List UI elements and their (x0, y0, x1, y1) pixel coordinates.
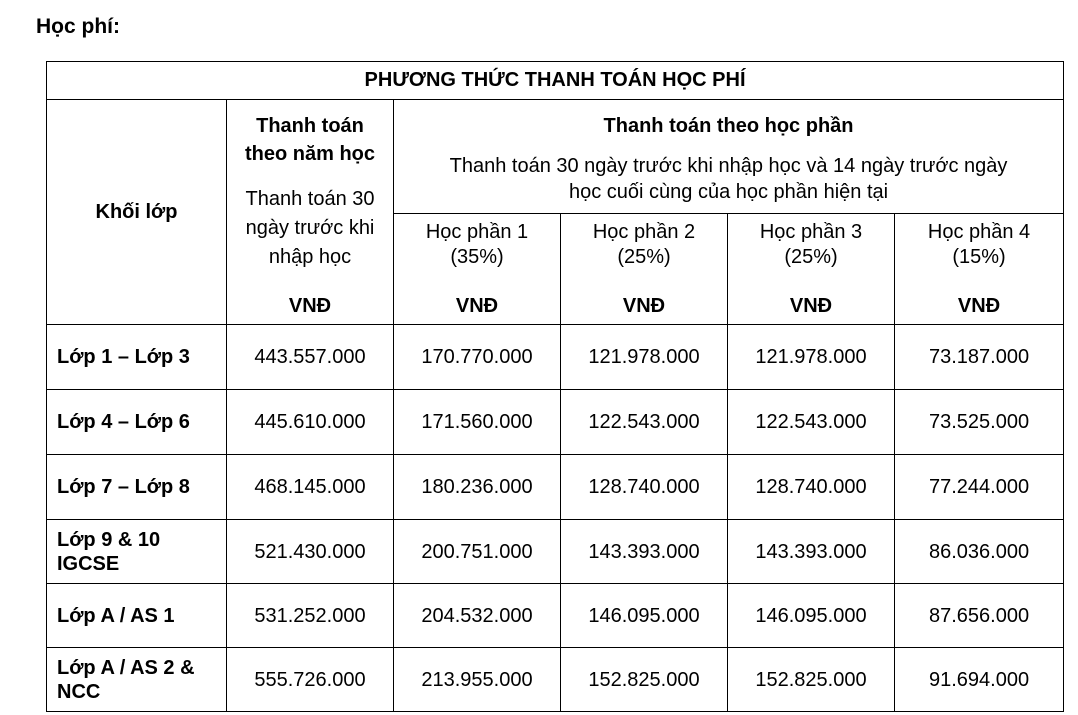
grade-label-line2: NCC (57, 680, 101, 703)
semester1-fee-cell: 170.770.000 (394, 325, 561, 390)
semester-name: Học phần 1 (425, 220, 529, 243)
grade-label-line1: Lớp 7 – Lớp 8 (57, 476, 190, 498)
semester4-fee-cell: 87.656.000 (895, 584, 1064, 648)
tuition-table (46, 61, 1064, 712)
term-payment-header (394, 100, 1064, 214)
annual-title-line2: theo năm học (244, 143, 375, 165)
grade-label-line1: Lớp A / AS 2 & (57, 656, 195, 679)
grade-cell (47, 390, 227, 455)
grade-label-line1: Lớp A / AS 1 (57, 604, 175, 627)
grade-label-line1: Lớp 4 – Lớp 6 (57, 411, 190, 433)
semester2-fee-cell: 146.095.000 (561, 584, 728, 648)
semester-percent: (25%) (784, 245, 838, 268)
semester-percent: (35%) (450, 245, 504, 268)
semester-header (895, 213, 1064, 325)
table-title: PHƯƠNG THỨC THANH TOÁN HỌC PHÍ (47, 62, 1064, 100)
semester3-fee-cell: 128.740.000 (728, 455, 895, 520)
annual-fee-cell: 531.252.000 (227, 584, 394, 648)
grade-label-line1: Lớp 9 & 10 (57, 528, 161, 551)
grade-cell (47, 584, 227, 648)
semester-unit: VNĐ (957, 295, 1001, 317)
semester-percent: (15%) (952, 245, 1006, 268)
semester-name: Học phần 2 (592, 220, 696, 243)
semester2-fee-cell: 121.978.000 (561, 325, 728, 390)
annual-fee-cell: 555.726.000 (227, 648, 394, 712)
semester4-fee-cell: 86.036.000 (895, 520, 1064, 584)
semester2-fee-cell: 122.543.000 (561, 390, 728, 455)
semester1-fee-cell: 180.236.000 (394, 455, 561, 520)
semester4-fee-cell: 91.694.000 (895, 648, 1064, 712)
table-row (47, 390, 1064, 455)
semester-name: Học phần 4 (927, 220, 1031, 243)
semester-unit: VNĐ (455, 295, 499, 317)
semester-header (394, 213, 561, 325)
table-row (47, 455, 1064, 520)
annual-title-line1: Thanh toán (256, 115, 364, 137)
semester-name: Học phần 3 (759, 220, 863, 243)
annual-payment-header (227, 100, 394, 325)
table-row (47, 325, 1064, 390)
grade-column-header: Khối lớp (47, 100, 227, 325)
header-row-1 (47, 100, 1064, 214)
semester4-fee-cell: 73.187.000 (895, 325, 1064, 390)
term-title: Thanh toán theo học phần (603, 115, 854, 137)
semester1-fee-cell: 200.751.000 (394, 520, 561, 584)
semester1-fee-cell: 213.955.000 (394, 648, 561, 712)
grade-cell (47, 325, 227, 390)
grade-label-line2: IGCSE (57, 552, 120, 575)
semester3-fee-cell: 152.825.000 (728, 648, 895, 712)
semester4-fee-cell: 77.244.000 (895, 455, 1064, 520)
semester3-fee-cell: 121.978.000 (728, 325, 895, 390)
semester3-fee-cell: 146.095.000 (728, 584, 895, 648)
semester-header (561, 213, 728, 325)
annual-desc-line1: Thanh toán 30 (245, 188, 375, 210)
semester4-fee-cell: 73.525.000 (895, 390, 1064, 455)
term-desc-line1: Thanh toán 30 ngày trước khi nhập học và 14 ngày trước ngày (449, 155, 1008, 177)
section-heading: Học phí: (36, 15, 120, 38)
grade-label-line1: Lớp 1 – Lớp 3 (57, 346, 190, 368)
semester-percent: (25%) (617, 245, 671, 268)
semester2-fee-cell: 152.825.000 (561, 648, 728, 712)
table-title-row (47, 62, 1064, 100)
semester2-fee-cell: 128.740.000 (561, 455, 728, 520)
term-desc-line2: học cuối cùng của học phần hiện tại (568, 181, 889, 203)
grade-cell (47, 520, 227, 584)
grade-cell (47, 455, 227, 520)
semester1-fee-cell: 171.560.000 (394, 390, 561, 455)
semester-header (728, 213, 895, 325)
semester1-fee-cell: 204.532.000 (394, 584, 561, 648)
table-row (47, 648, 1064, 712)
table-row (47, 520, 1064, 584)
annual-desc-line3: nhập học (268, 246, 352, 268)
grade-cell (47, 648, 227, 712)
semester3-fee-cell: 143.393.000 (728, 520, 895, 584)
semester-unit: VNĐ (622, 295, 666, 317)
semester2-fee-cell: 143.393.000 (561, 520, 728, 584)
semester-unit: VNĐ (789, 295, 833, 317)
annual-fee-cell: 521.430.000 (227, 520, 394, 584)
annual-fee-cell: 443.557.000 (227, 325, 394, 390)
semester3-fee-cell: 122.543.000 (728, 390, 895, 455)
table-row (47, 584, 1064, 648)
annual-desc-line2: ngày trước khi (245, 217, 375, 239)
annual-fee-cell: 468.145.000 (227, 455, 394, 520)
annual-fee-cell: 445.610.000 (227, 390, 394, 455)
annual-unit: VNĐ (288, 295, 332, 317)
